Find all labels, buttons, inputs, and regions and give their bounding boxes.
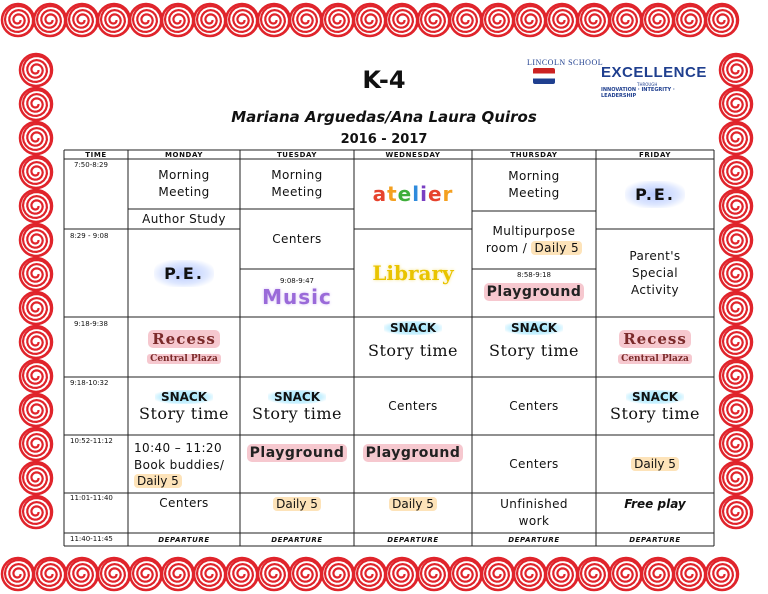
- fri-parent-activity: Parent's Special Activity: [629, 248, 681, 297]
- header-tuesday: TUESDAY: [276, 150, 318, 159]
- thu-multipurpose: Multipurpose room / Daily 5: [472, 211, 596, 269]
- header-thursday: THURSDAY: [510, 150, 558, 159]
- mon-centers: Centers: [159, 496, 209, 510]
- wed-centers: Centers: [388, 398, 438, 413]
- wed-library: Library: [372, 261, 454, 285]
- time-slot-7: 11:40-11:45: [70, 535, 113, 543]
- mon-morning-meeting: Morning Meeting: [158, 168, 210, 199]
- header-wednesday: WEDNESDAY: [385, 150, 441, 159]
- thu-morning-meeting: Morning Meeting: [508, 169, 560, 200]
- fri-free-play: Free play: [624, 497, 686, 511]
- fri-recess: Recess Central Plaza: [596, 317, 714, 377]
- thu-unfinished-work: Unfinished work: [500, 497, 568, 528]
- mon-author-study: Author Study: [142, 211, 226, 226]
- wed-snack-story: SNACK Story time: [368, 321, 458, 360]
- logo-through: THROUGH: [637, 82, 658, 87]
- time-slot-6: 11:01-11:40: [70, 494, 113, 502]
- thu-playground: 8:58-9:18 Playground: [472, 269, 596, 317]
- thu-centers-2: Centers: [509, 456, 559, 471]
- thu-snack-story: SNACK Story time: [489, 321, 579, 360]
- mon-departure: DEPARTURE: [158, 535, 210, 544]
- wed-daily5: Daily 5: [354, 493, 472, 515]
- fri-snack-story: SNACK Story time: [610, 389, 700, 423]
- wed-atelier: [354, 159, 472, 229]
- header-monday: MONDAY: [164, 150, 203, 159]
- mon-recess: Recess Central Plaza: [128, 317, 240, 377]
- time-slot-1: 7:50-8:29: [74, 161, 108, 169]
- logo-tagline: INNOVATION · INTEGRITY · LEADERSHIP: [601, 87, 675, 99]
- fri-departure: DEPARTURE: [629, 535, 681, 544]
- fri-pe: P.E.: [596, 159, 714, 229]
- page-title: K-4: [362, 66, 406, 94]
- tue-departure: DEPARTURE: [271, 535, 323, 544]
- mon-pe: P.E.: [128, 229, 240, 317]
- tue-music: 9:08-9:47 Music: [262, 277, 332, 309]
- atelier-wordmark: atelier: [372, 182, 454, 206]
- wed-departure: DEPARTURE: [387, 535, 439, 544]
- logo-excellence: EXCELLENCE: [601, 64, 707, 81]
- header-time: TIME: [85, 150, 107, 159]
- logo-school-name: LINCOLN SCHOOL: [527, 58, 604, 67]
- thu-centers-1: Centers: [509, 398, 559, 413]
- time-slot-4: 9:18-10:32: [70, 379, 109, 387]
- tue-daily5: Daily 5: [240, 493, 354, 515]
- tue-centers: Centers: [272, 231, 322, 246]
- mon-book-buddies: 10:40 – 11:20 Book buddies/ Daily 5: [134, 441, 225, 488]
- header-friday: FRIDAY: [638, 150, 671, 159]
- school-year: 2016 - 2017: [340, 132, 428, 147]
- tue-morning-meeting: Morning Meeting: [271, 168, 323, 199]
- teacher-names: Mariana Arguedas/Ana Laura Quiros: [231, 108, 537, 126]
- time-slot-2: 8:29 - 9:08: [70, 232, 109, 240]
- thu-departure: DEPARTURE: [508, 535, 560, 544]
- wed-playground: Playground: [354, 435, 472, 471]
- fri-daily5: Daily 5: [596, 435, 714, 493]
- tue-snack-story: SNACK Story time: [252, 389, 342, 423]
- time-slot-5: 10:52-11:12: [70, 437, 113, 445]
- time-slot-3: 9:18-9:38: [74, 320, 108, 328]
- mon-snack-story: SNACK Story time: [139, 389, 229, 423]
- tue-playground: Playground: [240, 435, 354, 471]
